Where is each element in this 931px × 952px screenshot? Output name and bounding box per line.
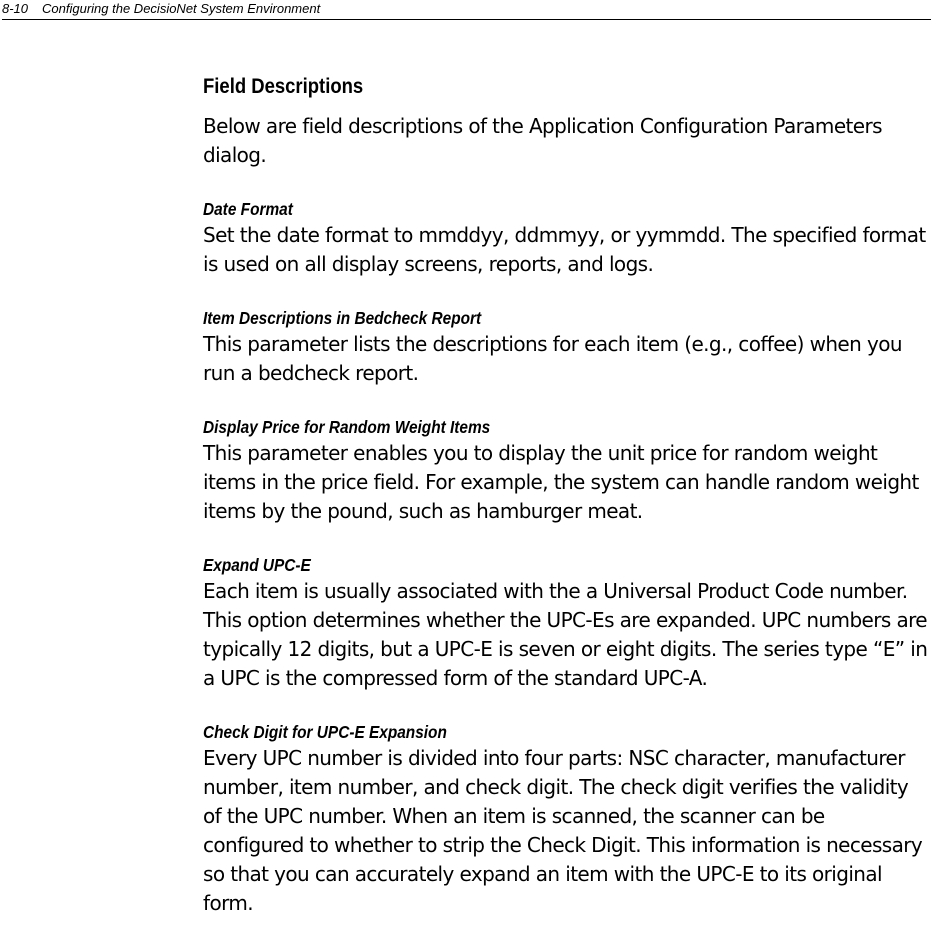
field-description: Each item is usually associated with the a Universal Product Code number. This option determines whether the UPC-Es are expanded. UPC numbers are typically 12 digits, but a UPC-E is seven or eight digits. The series type “E” in a UPC is the compressed form of the standard UPC-A. [203,579,928,690]
running-header [2,0,931,20]
field-description: Every UPC number is divided into four parts: NSC character, manufacturer number, item number, and check digit. The check digit verifies the validity of the UPC number. When an item is scanned, the scanner can be configured to whether to strip the Check Digit. This information is necessary so that you can accurately expand an item with the UPC-E to its original form. [203,746,923,915]
section-intro: Below are field descriptions of the Application Configuration Parameters dialog. [203,114,882,167]
document-body [203,72,929,945]
chapter-title: Configuring the DecisioNet System Environment [42,1,321,16]
field-name: Display Price for Random Weight Items [203,417,491,437]
field-name: Date Format [203,199,293,219]
field-entry-check-digit [203,720,929,918]
section-title: Field Descriptions [203,75,364,98]
page-number: 8-10 [2,1,29,16]
field-description: This parameter enables you to display the unit price for random weight items in the price field. For example, the system can handle random weight items by the pound, such as hamburger meat. [203,441,919,523]
field-name: Item Descriptions in Bedcheck Report [203,308,482,328]
field-description: This parameter lists the descriptions for each item (e.g., coffee) when you run a bedcheck report. [203,332,902,385]
field-entry-date-format [203,197,929,279]
field-name: Check Digit for UPC-E Expansion [203,722,447,742]
field-description: Set the date format to mmddyy, ddmmyy, or yymmdd. The specified format is used on all display screens, reports, and logs. [203,223,926,276]
field-entry-display-price [203,415,929,526]
field-name: Expand UPC-E [203,555,311,575]
field-entry-expand-upc-e [203,553,929,693]
field-entry-item-descriptions [203,306,929,388]
